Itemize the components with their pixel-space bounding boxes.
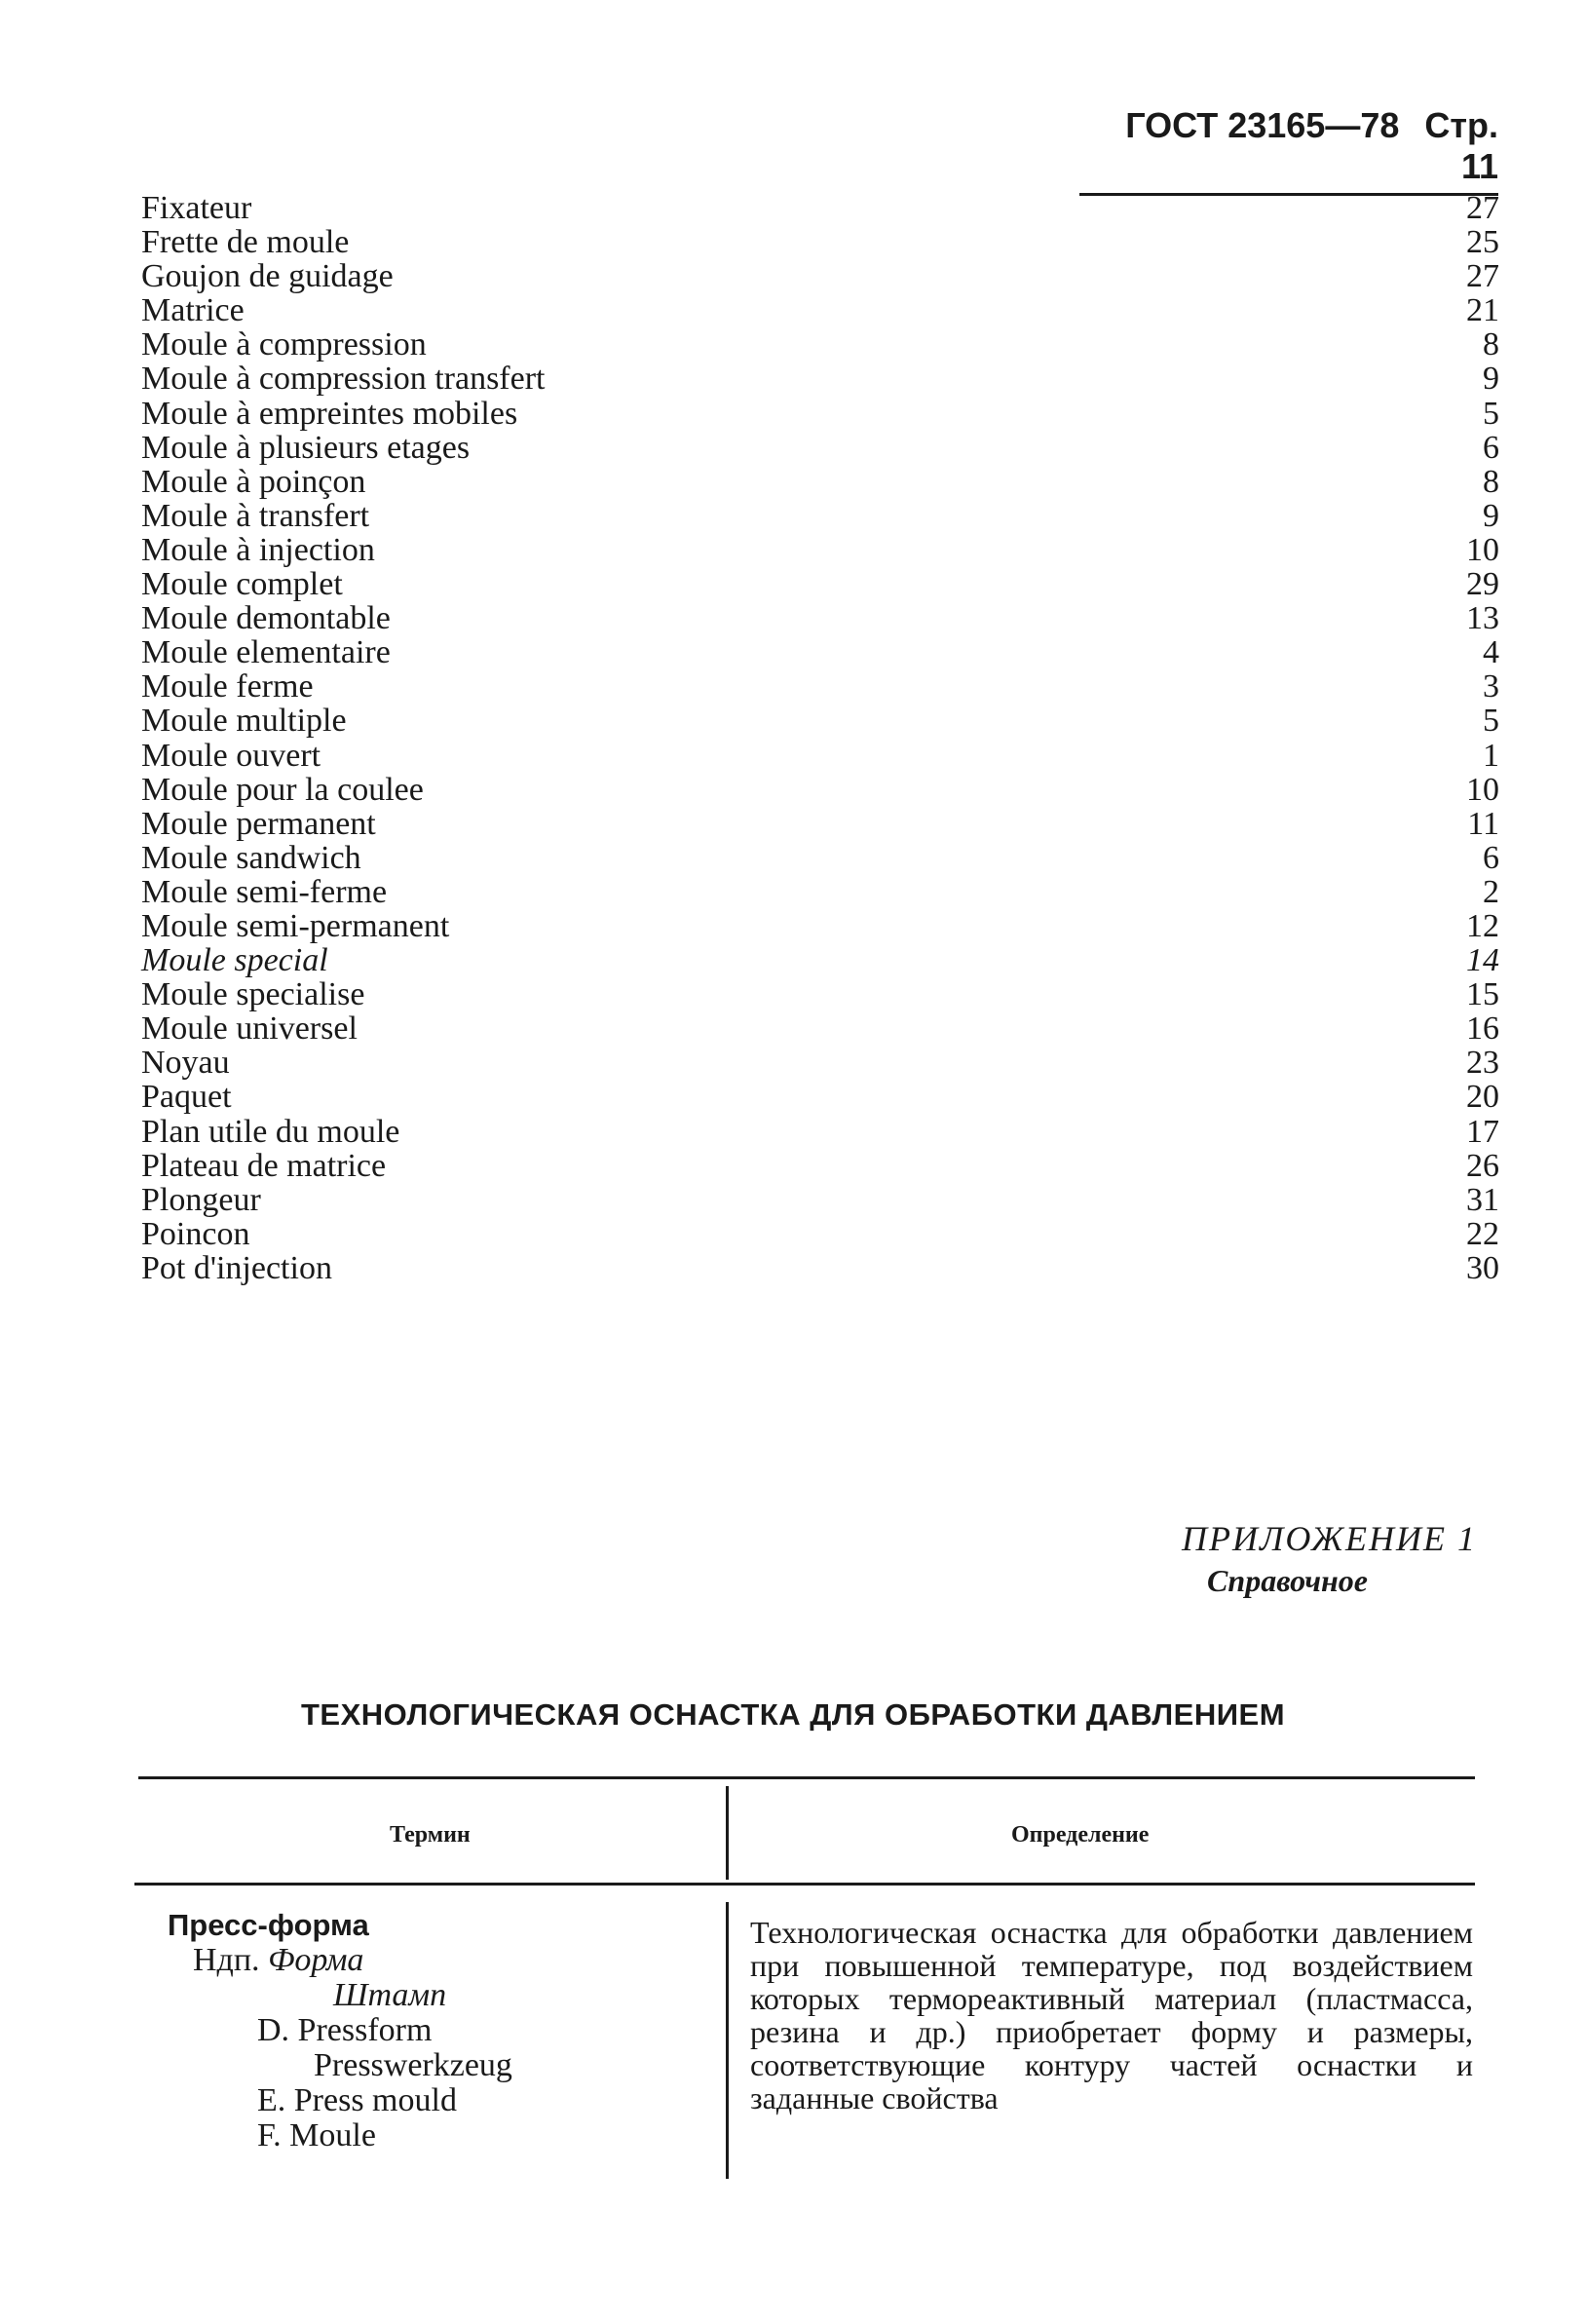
term-main: Пресс-форма xyxy=(168,1908,369,1942)
index-number: 27 xyxy=(1466,258,1499,295)
index-number: 5 xyxy=(1483,703,1499,740)
french-term: F. Moule xyxy=(257,2117,376,2153)
index-term: Moule à transfert xyxy=(141,497,370,534)
index-row xyxy=(141,739,1500,773)
index-term: Moule ferme xyxy=(141,668,314,705)
index-term: Plateau de matrice xyxy=(141,1147,387,1184)
index-number: 23 xyxy=(1466,1045,1499,1082)
index-term: Plongeur xyxy=(141,1181,261,1218)
index-number: 6 xyxy=(1483,429,1499,466)
index-row xyxy=(141,431,1500,465)
index-term: Moule ouvert xyxy=(141,737,321,774)
index-term: Moule special xyxy=(141,942,328,979)
page-header xyxy=(1079,105,1498,196)
index-term: Paquet xyxy=(141,1079,232,1116)
index-number: 4 xyxy=(1483,634,1499,671)
index-term: Frette de moule xyxy=(141,224,350,261)
term-definition: Технологическая оснастка для обработки давлением при повышенной температуре, под воздействием которых термореактивный материал (пластмасса, резина и др.) приобретает форму и размеры, соответствующие контуру частей оснастки и заданные свойства xyxy=(750,1915,1473,2115)
index-number: 11 xyxy=(1467,805,1499,842)
index-number: 13 xyxy=(1466,600,1499,637)
index-row xyxy=(141,1149,1500,1183)
column-header-definition: Определение xyxy=(1011,1822,1150,1848)
index-number: 29 xyxy=(1466,566,1499,603)
index-row xyxy=(141,499,1500,533)
index-term: Goujon de guidage xyxy=(141,258,394,295)
index-row xyxy=(141,225,1500,259)
index-term: Moule pour la coulee xyxy=(141,771,424,808)
index-row xyxy=(141,1217,1500,1251)
index-row xyxy=(141,397,1500,431)
index-row xyxy=(141,191,1500,225)
index-row xyxy=(141,1183,1500,1217)
index-row xyxy=(141,362,1500,396)
index-row xyxy=(141,1046,1500,1080)
english-term: E. Press mould xyxy=(257,2082,457,2118)
index-number: 22 xyxy=(1466,1215,1499,1252)
index-term: Moule sandwich xyxy=(141,839,361,876)
index-term: Noyau xyxy=(141,1045,230,1082)
index-row xyxy=(141,841,1500,875)
index-row xyxy=(141,977,1500,1011)
index-number: 14 xyxy=(1466,942,1499,979)
index-term: Moule permanent xyxy=(141,805,376,842)
index-number: 9 xyxy=(1483,361,1499,398)
index-row xyxy=(141,567,1500,601)
index-row xyxy=(141,669,1500,704)
index-row xyxy=(141,773,1500,807)
index-term: Moule specialise xyxy=(141,976,365,1013)
index-term: Matrice xyxy=(141,292,245,329)
index-number: 10 xyxy=(1466,531,1499,568)
index-row xyxy=(141,875,1500,909)
appendix-heading xyxy=(1068,1518,1477,1599)
index-number: 15 xyxy=(1466,976,1499,1013)
index-row xyxy=(141,1080,1500,1114)
index-number: 21 xyxy=(1466,292,1499,329)
table-body-divider xyxy=(726,1902,729,2179)
index-number: 25 xyxy=(1466,224,1499,261)
index-term: Pot d'injection xyxy=(141,1249,332,1286)
index-row xyxy=(141,1011,1500,1046)
appendix-title: ПРИЛОЖЕНИЕ 1 xyxy=(1182,1519,1477,1558)
index-row xyxy=(141,909,1500,943)
index-number: 12 xyxy=(1466,907,1499,944)
german-term-1: D. Pressform xyxy=(257,2012,433,2048)
index-row xyxy=(141,807,1500,841)
table-header-divider xyxy=(726,1786,729,1880)
index-term: Moule à compression xyxy=(141,326,427,363)
index-number: 20 xyxy=(1466,1079,1499,1116)
index-number: 9 xyxy=(1483,497,1499,534)
index-row xyxy=(141,533,1500,567)
index-number: 10 xyxy=(1466,771,1499,808)
index-term: Moule à compression transfert xyxy=(141,361,546,398)
index-row xyxy=(141,704,1500,738)
index-number: 6 xyxy=(1483,839,1499,876)
index-row xyxy=(141,1115,1500,1149)
index-row xyxy=(141,943,1500,977)
nonstandard-line xyxy=(168,1943,512,1978)
column-header-term: Термин xyxy=(390,1822,471,1848)
index-number: 2 xyxy=(1483,873,1499,910)
index-term: Moule semi-permanent xyxy=(141,907,450,944)
index-term: Moule à empreintes mobiles xyxy=(141,395,518,432)
german-term-2: Presswerkzeug xyxy=(314,2047,512,2083)
index-number: 16 xyxy=(1466,1010,1499,1048)
table-row xyxy=(168,1908,512,2153)
index-row xyxy=(141,259,1500,293)
table-header-rule xyxy=(134,1883,1475,1886)
index-number: 8 xyxy=(1483,326,1499,363)
index-term: Moule à poinçon xyxy=(141,463,366,500)
nonstandard-term-2: Штамп xyxy=(333,1977,447,2013)
term-index xyxy=(141,191,1500,1285)
nonstandard-label: Ндп. xyxy=(193,1942,260,1978)
index-number: 1 xyxy=(1483,737,1499,774)
index-term: Fixateur xyxy=(141,190,252,226)
index-number: 3 xyxy=(1483,668,1499,705)
index-term: Moule semi-ferme xyxy=(141,873,388,910)
index-number: 31 xyxy=(1466,1181,1499,1218)
table-top-rule xyxy=(138,1776,1475,1779)
index-term: Moule multiple xyxy=(141,703,347,740)
index-term: Moule elementaire xyxy=(141,634,391,671)
index-row xyxy=(141,293,1500,327)
index-term: Moule à injection xyxy=(141,531,375,568)
index-number: 5 xyxy=(1483,395,1499,432)
page-number: Стр. 11 xyxy=(1424,105,1498,186)
index-number: 8 xyxy=(1483,463,1499,500)
index-term: Poincon xyxy=(141,1215,250,1252)
index-term: Moule complet xyxy=(141,566,343,603)
index-row xyxy=(141,327,1500,362)
index-row xyxy=(141,465,1500,499)
index-term: Moule demontable xyxy=(141,600,391,637)
index-term: Moule universel xyxy=(141,1010,358,1048)
index-row xyxy=(141,635,1500,669)
index-number: 26 xyxy=(1466,1147,1499,1184)
doc-code: ГОСТ 23165—78 xyxy=(1125,105,1400,145)
index-number: 30 xyxy=(1466,1249,1499,1286)
index-number: 17 xyxy=(1466,1113,1499,1150)
section-title: ТЕХНОЛОГИЧЕСКАЯ ОСНАСТКА ДЛЯ ОБРАБОТКИ ДАВЛЕНИЕМ xyxy=(300,1697,1286,1732)
appendix-subtitle: Справочное xyxy=(1207,1563,1368,1598)
index-term: Plan utile du moule xyxy=(141,1113,400,1150)
index-row xyxy=(141,601,1500,635)
index-number: 27 xyxy=(1466,190,1499,226)
index-term: Moule à plusieurs etages xyxy=(141,429,471,466)
nonstandard-term-1: Форма xyxy=(268,1942,364,1978)
index-row xyxy=(141,1251,1500,1285)
